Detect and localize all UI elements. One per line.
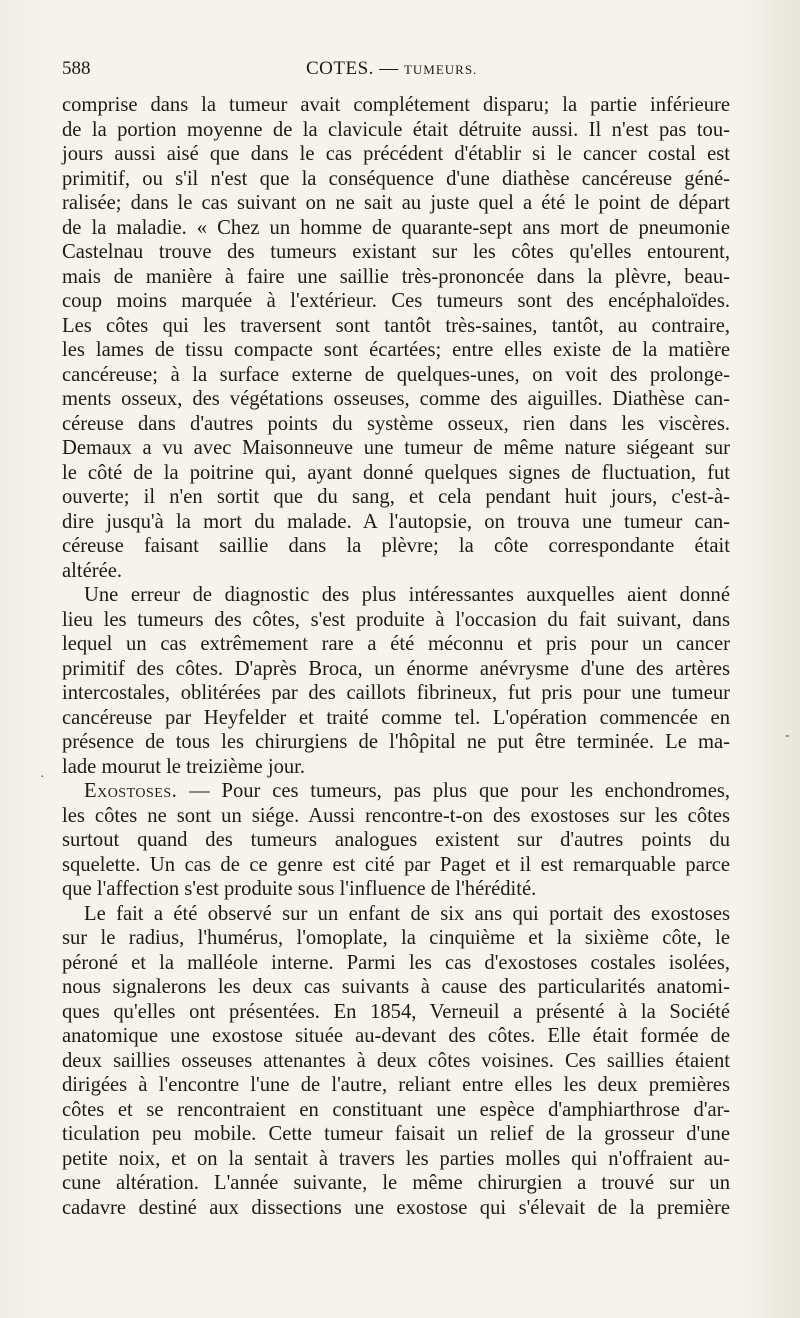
text-line: altérée. [62, 559, 123, 582]
margin-mark: · [40, 770, 45, 785]
text-line: cune altération. L'année suivante, le même chirurgien a trouvé sur un [62, 1172, 730, 1194]
text-line: Le fait a été observé sur un enfant de six ans qui portait des exostoses [84, 902, 730, 925]
section-lead: Exostoses. [84, 780, 178, 802]
margin-mark: - [785, 728, 790, 743]
text-line: deux saillies osseuses attenantes à deux côtes voisines. Ces saillies étaient [62, 1049, 730, 1072]
text-line: dirigées à l'encontre l'une de l'autre, reliant entre elles les deux premières [62, 1074, 730, 1096]
text-line: lequel un cas extrêmement rare a été méconnu et pris pour un cancer [62, 633, 730, 655]
text-line: coup moins marquée à l'extérieur. Ces tumeurs sont des encéphaloïdes. [62, 290, 730, 312]
text-line: sur le radius, l'humérus, l'omoplate, la cinquième et la sixième côte, le [62, 927, 730, 949]
text-line: de la maladie. « Chez un homme de quarante-sept ans mort de pneumonie [62, 216, 730, 239]
text-line: les côtes ne sont un siége. Aussi rencontre-t-on des exostoses sur les côtes [62, 804, 730, 827]
text-line: anatomique une exostose située au-devant des côtes. Elle était formée de [62, 1025, 730, 1047]
text-line: petite noix, et on la sentait à travers les parties molles qui n'offraient au- [62, 1147, 730, 1170]
page-number: 588 [62, 58, 91, 79]
text-line: côtes et se rencontraient en constituant une espèce d'amphiarthrose d'ar- [62, 1098, 730, 1121]
text-line: comprise dans la tumeur avait complétement disparu; la partie inférieure [62, 94, 730, 116]
text-line: nous signalerons les deux cas suivants à cause des particularités anatomi- [62, 976, 730, 998]
running-subtitle: TUMEURS. [403, 62, 478, 77]
text-line: ques qu'elles ont présentées. En 1854, Verneuil a présenté à la Société [62, 1000, 730, 1023]
body-text [62, 93, 730, 1220]
text-line: dire jusqu'à la mort du malade. A l'autopsie, on trouva une tumeur can- [62, 510, 730, 533]
text-line: lieu les tumeurs des côtes, s'est produite à l'occasion du fait suivant, dans [62, 608, 730, 631]
text-line: Demaux a vu avec Maisonneuve une tumeur de même nature siégeant sur [62, 437, 730, 459]
text-line: céreuse faisant saillie dans la plèvre; la côte correspondante était [62, 535, 730, 557]
text-line: cadavre destiné aux dissections une exostose qui s'élevait de la première [62, 1196, 730, 1219]
text-line: de la portion moyenne de la clavicule était détruite aussi. Il n'est pas tou- [62, 118, 730, 141]
text-line: squelette. Un cas de ce genre est cité par Paget et il est remarquable parce [62, 853, 730, 876]
text-line: que l'affection s'est produite sous l'influence de l'hérédité. [62, 878, 537, 900]
text-line: Castelnau trouve des tumeurs existant sur les côtes qu'elles entourent, [62, 241, 730, 263]
text-line: ralisée; dans le cas suivant on ne sait au juste quel a été le point de départ [62, 192, 730, 214]
text-line: ouverte; il n'en sortit que du sang, et cela pendant huit jours, c'est-à- [62, 486, 730, 508]
text-line: Une erreur de diagnostic des plus intéressantes auxquelles aient donné [84, 584, 730, 606]
text-line: cancéreuse par Heyfelder et traité comme tel. L'opération commencée en [62, 706, 730, 729]
text-line: Les côtes qui les traversent sont tantôt très-saines, tantôt, au contraire, [62, 314, 730, 337]
running-dash: — [379, 58, 399, 79]
text-line: péroné et la malléole interne. Parmi les cas d'exostoses costales isolées, [62, 951, 730, 974]
text-line [62, 779, 730, 804]
text-line: surtout quand des tumeurs analogues existent sur d'autres points du [62, 829, 730, 851]
text-line: ticulation peu mobile. Cette tumeur faisait un relief de la grosseur d'une [62, 1123, 730, 1145]
text-line: les lames de tissu compacte sont écartées; entre elles existe de la matière [62, 339, 730, 361]
text-line: mais de manière à faire une saillie très-prononcée dans la plèvre, beau- [62, 265, 730, 288]
text-line: primitif, ou s'il n'est que la conséquence d'une diathèse cancéreuse géné- [62, 167, 730, 190]
text-line: cancéreuse; à la surface externe de quelques-unes, on voit des prolonge- [62, 363, 730, 386]
running-head [306, 58, 477, 80]
page-header [62, 58, 730, 88]
text-line-rest: — Pour ces tumeurs, pas plus que pour les enchondromes, [177, 780, 730, 802]
running-title: COTES. [306, 58, 374, 79]
text-line: primitif des côtes. D'après Broca, un énorme anévrysme d'une des artères [62, 657, 730, 680]
text-line: céreuse dans d'autres points du système osseux, rien dans les viscères. [62, 412, 730, 435]
text-line: intercostales, oblitérées par des caillots fibrineux, fut pris pour une tumeur [62, 682, 730, 704]
text-line: jours aussi aisé que dans le cas précédent d'établir si le cancer costal est [62, 143, 730, 165]
text-line: ments osseux, des végétations osseuses, comme des aiguilles. Diathèse can- [62, 388, 730, 410]
text-line: le côté de la poitrine qui, ayant donné quelques signes de fluctuation, fut [62, 461, 730, 484]
text-line: lade mourut le treizième jour. [62, 755, 306, 778]
text-line: présence de tous les chirurgiens de l'hôpital ne put être terminée. Le ma- [62, 731, 730, 753]
